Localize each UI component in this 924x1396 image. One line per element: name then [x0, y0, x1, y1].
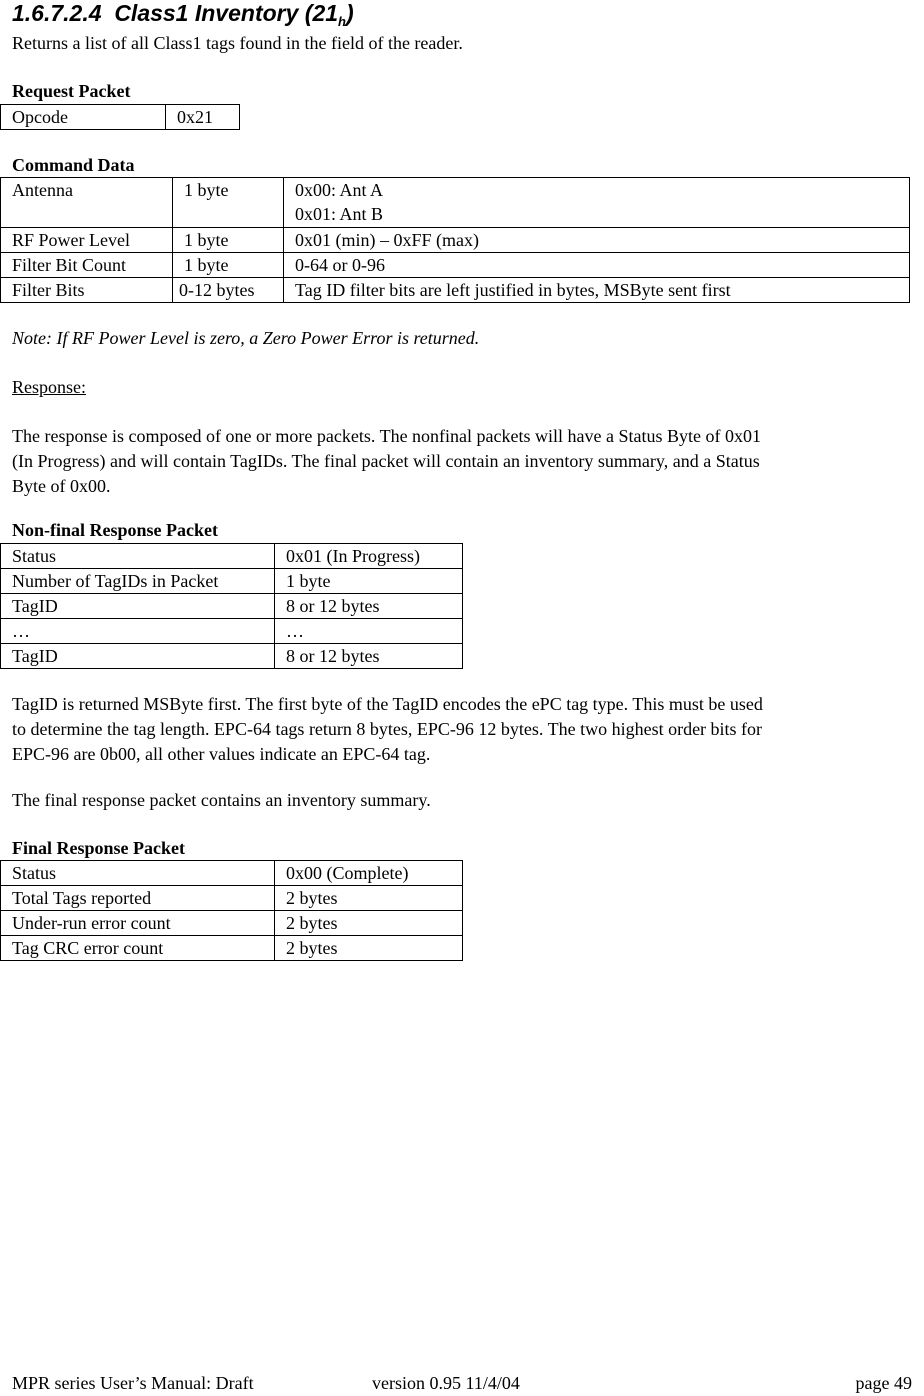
table-row: [1, 911, 463, 936]
table-cell: [284, 178, 910, 228]
cell-line: 0x01: Ant B: [295, 204, 384, 224]
section-title-subscript: h: [338, 14, 346, 29]
table-cell: Under-run error count: [1, 911, 275, 936]
table-cell: Status: [1, 544, 275, 569]
table-cell: 2 bytes: [275, 936, 463, 961]
table-cell: 0x01 (min) – 0xFF (max): [284, 228, 910, 253]
table-cell: 0-12 bytes: [173, 278, 284, 303]
paragraph-line: to determine the tag length. EPC-64 tags return 8 bytes, EPC-96 12 bytes. The two highest order bits for: [12, 719, 763, 739]
tagid-paragraph: [12, 692, 763, 767]
nonfinal-packet-table: [0, 543, 463, 669]
command-data-heading: Command Data: [12, 155, 135, 175]
table-cell: 2 bytes: [275, 886, 463, 911]
paragraph-line: The response is composed of one or more packets. The nonfinal packets will have a Status Byte of 0x01: [12, 426, 761, 446]
table-row: [1, 278, 910, 303]
note-text: Note: If RF Power Level is zero, a Zero Power Error is returned.: [12, 328, 480, 348]
table-cell: Total Tags reported: [1, 886, 275, 911]
table-row: [1, 228, 910, 253]
final-intro-text: The final response packet contains an inventory summary.: [12, 790, 431, 810]
table-cell: Filter Bit Count: [1, 253, 173, 278]
table-row: [1, 936, 463, 961]
table-cell: TagID: [1, 644, 275, 669]
paragraph-line: EPC-96 are 0b00, all other values indicate an EPC-64 tag.: [12, 744, 431, 764]
footer-center: version 0.95 11/4/04: [372, 1373, 520, 1393]
table-cell: …: [275, 619, 463, 644]
footer-left: MPR series User’s Manual: Draft: [12, 1373, 254, 1393]
table-row: [1, 178, 910, 228]
paragraph-line: TagID is returned MSByte first. The first byte of the TagID encodes the ePC tag type. This must be used: [12, 694, 763, 714]
table-row: [1, 886, 463, 911]
response-paragraph: [12, 424, 761, 499]
request-packet-table: [0, 104, 240, 130]
table-row: [1, 253, 910, 278]
table-row: [1, 644, 463, 669]
table-cell: Tag ID filter bits are left justified in bytes, MSByte sent first: [284, 278, 910, 303]
command-data-table: [0, 177, 910, 303]
table-cell: Status: [1, 861, 275, 886]
section-number: 1.6.7.2.4: [12, 0, 102, 26]
intro-text: Returns a list of all Class1 tags found in the field of the reader.: [12, 33, 463, 53]
table-cell: Number of TagIDs in Packet: [1, 569, 275, 594]
table-cell: 0x01 (In Progress): [275, 544, 463, 569]
table-row: [1, 619, 463, 644]
table-cell: 1 byte: [173, 178, 284, 228]
footer-page-number: page 49: [855, 1373, 912, 1393]
table-cell: 1 byte: [173, 253, 284, 278]
table-cell: Opcode: [1, 105, 166, 130]
final-packet-table: [0, 860, 463, 961]
section-title-closing: ): [345, 0, 354, 26]
table-cell: 1 byte: [275, 569, 463, 594]
response-label: Response:: [12, 377, 86, 397]
request-packet-heading: Request Packet: [12, 81, 131, 101]
table-cell: 0x00 (Complete): [275, 861, 463, 886]
table-row: [1, 594, 463, 619]
table-cell: 1 byte: [173, 228, 284, 253]
cell-line: 0x00: Ant A: [295, 180, 384, 200]
table-row: [1, 861, 463, 886]
table-cell: 0-64 or 0-96: [284, 253, 910, 278]
table-cell: Tag CRC error count: [1, 936, 275, 961]
table-cell: 2 bytes: [275, 911, 463, 936]
table-cell: TagID: [1, 594, 275, 619]
table-cell: 8 or 12 bytes: [275, 644, 463, 669]
paragraph-line: (In Progress) and will contain TagIDs. The final packet will contain an inventory summary, and a Status: [12, 451, 760, 471]
table-cell: RF Power Level: [1, 228, 173, 253]
table-cell: Filter Bits: [1, 278, 173, 303]
table-row: [1, 105, 240, 130]
section-heading: [12, 0, 354, 29]
paragraph-line: Byte of 0x00.: [12, 476, 111, 496]
table-row: [1, 569, 463, 594]
nonfinal-packet-heading: Non-final Response Packet: [12, 520, 218, 540]
table-cell: 0x21: [166, 105, 240, 130]
table-cell: …: [1, 619, 275, 644]
table-cell: 8 or 12 bytes: [275, 594, 463, 619]
table-row: [1, 544, 463, 569]
table-cell: Antenna: [1, 178, 173, 228]
section-title: Class1 Inventory (21: [114, 0, 339, 26]
final-packet-heading: Final Response Packet: [12, 838, 185, 858]
